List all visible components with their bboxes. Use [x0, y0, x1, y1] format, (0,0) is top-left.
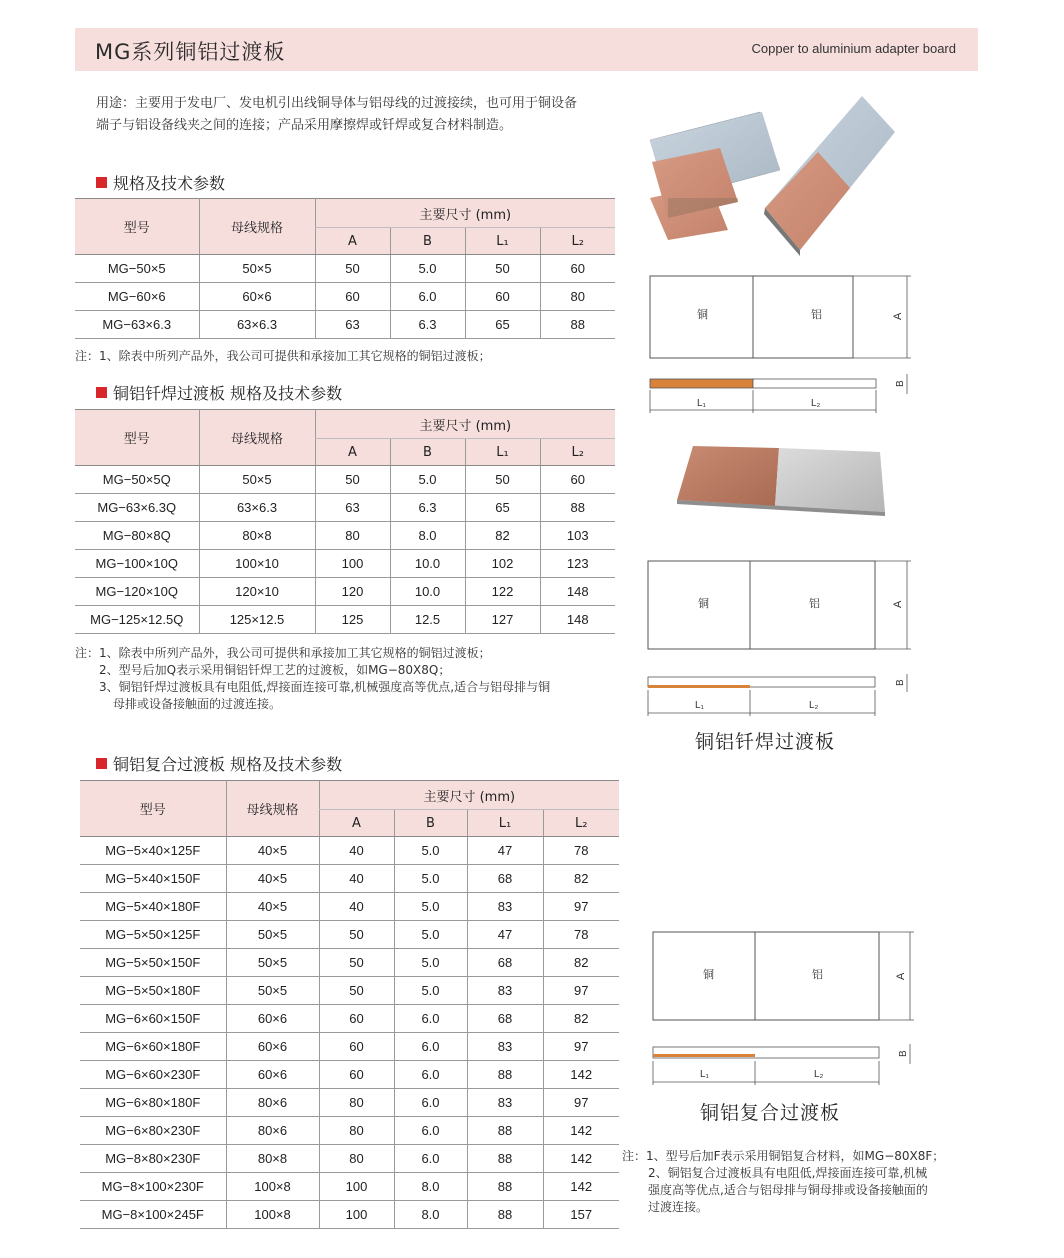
cell-A: 63	[315, 311, 390, 339]
cell-L2: 60	[540, 255, 615, 283]
header-busbar: 母线规格	[199, 410, 315, 466]
cell-A: 60	[319, 1005, 394, 1033]
dim-L2-label: L₂	[814, 1069, 824, 1080]
dim-B-label: B	[898, 1050, 909, 1057]
drawing-plate-outline	[648, 561, 875, 649]
cell-B: 8.0	[394, 1201, 467, 1229]
cell-busbar: 63×6.3	[199, 494, 315, 522]
caption-brazed: 铜铝钎焊过渡板	[695, 731, 836, 753]
drawing-plate-outline	[650, 276, 853, 358]
cell-busbar: 100×8	[226, 1201, 319, 1229]
header-L2: L₂	[540, 439, 615, 466]
dim-B-label: B	[895, 380, 906, 387]
section-marker-icon	[96, 758, 107, 769]
table-row	[75, 311, 615, 339]
cell-model: MG−6×60×230F	[80, 1061, 226, 1089]
cell-A: 100	[319, 1201, 394, 1229]
intro-line-2: 端子与铝设备线夹之间的连接；产品采用摩擦焊或钎焊或复合材料制造。	[96, 118, 513, 133]
spec-table-3	[80, 780, 619, 1229]
cell-L1: 60	[465, 283, 540, 311]
cell-B: 5.0	[394, 921, 467, 949]
product-photo-brazed	[675, 440, 890, 520]
drawing-friction-welded	[645, 270, 915, 420]
cell-A: 125	[315, 606, 390, 634]
page-title-english: Copper to aluminium adapter board	[751, 41, 956, 56]
cell-L2: 88	[540, 494, 615, 522]
cell-A: 40	[319, 837, 394, 865]
cell-busbar: 60×6	[199, 283, 315, 311]
cell-L1: 47	[467, 837, 543, 865]
cell-L2: 142	[543, 1173, 619, 1201]
cell-L2: 142	[543, 1061, 619, 1089]
cell-L2: 148	[540, 578, 615, 606]
cell-A: 100	[319, 1173, 394, 1201]
label-copper: 铜	[697, 309, 708, 321]
section2-note-2: 2、型号后加Q表示采用铜铝钎焊工艺的过渡板，如MG−80X8Q；	[99, 663, 451, 677]
table-row	[75, 283, 615, 311]
header-A: A	[315, 228, 390, 255]
cell-A: 50	[315, 255, 390, 283]
section1-note: 注：1、除表中所列产品外，我公司可提供和承接加工其它规格的铜铝过渡板；	[75, 349, 491, 363]
header-B: B	[390, 439, 465, 466]
header-model: 型号	[75, 199, 199, 255]
header-L1: L₁	[465, 439, 540, 466]
side-view-copper	[650, 379, 753, 388]
section3-note-2: 2、铜铝复合过渡板具有电阻低,焊接面连接可靠,机械	[648, 1166, 928, 1180]
cell-B: 6.0	[394, 1145, 467, 1173]
cell-A: 80	[319, 1145, 394, 1173]
cell-model: MG−5×50×180F	[80, 977, 226, 1005]
section2-notes	[75, 645, 550, 713]
table-row	[80, 1145, 619, 1173]
cell-B: 6.0	[394, 1033, 467, 1061]
cell-model: MG−120×10Q	[75, 578, 199, 606]
cell-model: MG−100×10Q	[75, 550, 199, 578]
header-L2: L₂	[543, 810, 619, 837]
cell-busbar: 40×5	[226, 837, 319, 865]
cell-B: 12.5	[390, 606, 465, 634]
drawing-plate-outline	[653, 932, 879, 1020]
cell-busbar: 80×8	[226, 1145, 319, 1173]
cell-model: MG−50×5Q	[75, 466, 199, 494]
cell-model: MG−8×100×245F	[80, 1201, 226, 1229]
dim-L2-label: L₂	[809, 700, 819, 711]
cell-L1: 50	[465, 255, 540, 283]
table-row	[80, 1201, 619, 1229]
cell-L1: 88	[467, 1061, 543, 1089]
cell-L1: 82	[465, 522, 540, 550]
section3-note-3: 强度高等优点,适合与铝母排与铜母排或设备接触面的	[648, 1183, 928, 1197]
cell-L1: 88	[467, 1201, 543, 1229]
cell-model: MG−5×40×150F	[80, 865, 226, 893]
table-row	[80, 1005, 619, 1033]
cell-B: 6.0	[394, 1089, 467, 1117]
label-aluminium: 铝	[812, 969, 823, 981]
cell-model: MG−6×60×150F	[80, 1005, 226, 1033]
table-row	[80, 1117, 619, 1145]
cell-L1: 83	[467, 893, 543, 921]
cell-L2: 148	[540, 606, 615, 634]
section1-title-text: 规格及技术参数	[113, 174, 226, 193]
cell-A: 50	[319, 921, 394, 949]
cell-B: 5.0	[394, 949, 467, 977]
cell-busbar: 50×5	[199, 466, 315, 494]
section2-note-4: 母排或设备接触面的过渡连接。	[113, 697, 282, 711]
label-aluminium: 铝	[809, 598, 820, 610]
cell-busbar: 120×10	[199, 578, 315, 606]
section3-note-1: 注：1、型号后加F表示采用铜铝复合材料，如MG−80X8F；	[622, 1149, 945, 1163]
cell-busbar: 100×8	[226, 1173, 319, 1201]
cell-busbar: 50×5	[226, 977, 319, 1005]
cell-L2: 82	[543, 949, 619, 977]
dim-A-label: A	[895, 972, 907, 980]
cell-L2: 60	[540, 466, 615, 494]
table-row	[80, 949, 619, 977]
table-row	[75, 578, 615, 606]
cell-busbar: 60×6	[226, 1033, 319, 1061]
cell-A: 40	[319, 893, 394, 921]
cell-L1: 47	[467, 921, 543, 949]
cell-busbar: 60×6	[226, 1005, 319, 1033]
table-row	[80, 837, 619, 865]
cell-A: 80	[319, 1089, 394, 1117]
cell-L1: 127	[465, 606, 540, 634]
table-row	[75, 550, 615, 578]
cell-model: MG−125×12.5Q	[75, 606, 199, 634]
section3-title	[96, 752, 342, 775]
cell-L2: 88	[540, 311, 615, 339]
cell-L1: 122	[465, 578, 540, 606]
cell-L1: 88	[467, 1145, 543, 1173]
cell-L1: 83	[467, 977, 543, 1005]
cell-A: 80	[319, 1117, 394, 1145]
cell-L1: 65	[465, 494, 540, 522]
header-model: 型号	[80, 781, 226, 837]
page-title: MG系列铜铝过渡板	[95, 40, 286, 64]
cell-busbar: 40×5	[226, 865, 319, 893]
dim-L2-label: L₂	[811, 398, 821, 409]
label-aluminium: 铝	[811, 309, 822, 321]
header-busbar: 母线规格	[199, 199, 315, 255]
cell-L2: 97	[543, 1033, 619, 1061]
header-dims: 主要尺寸 (mm)	[315, 199, 615, 228]
section2-title	[96, 381, 342, 404]
cell-busbar: 40×5	[226, 893, 319, 921]
section2-note-1: 注：1、除表中所列产品外，我公司可提供和承接加工其它规格的铜铝过渡板；	[75, 646, 491, 660]
cell-L2: 157	[543, 1201, 619, 1229]
header-model: 型号	[75, 410, 199, 466]
side-view-copper-strip	[653, 1054, 755, 1057]
cell-model: MG−6×60×180F	[80, 1033, 226, 1061]
label-copper: 铜	[703, 969, 714, 981]
cell-A: 60	[319, 1033, 394, 1061]
header-L1: L₁	[465, 228, 540, 255]
product-photo-friction-welded	[640, 90, 910, 270]
table-row	[80, 921, 619, 949]
section-marker-icon	[96, 387, 107, 398]
cell-L2: 103	[540, 522, 615, 550]
cell-busbar: 50×5	[199, 255, 315, 283]
cell-model: MG−8×80×230F	[80, 1145, 226, 1173]
cell-L2: 142	[543, 1117, 619, 1145]
cell-L2: 97	[543, 893, 619, 921]
section3-note-4: 过渡连接。	[648, 1200, 709, 1214]
table-row	[80, 1173, 619, 1201]
table-row	[80, 865, 619, 893]
cell-B: 6.0	[390, 283, 465, 311]
cell-model: MG−60×6	[75, 283, 199, 311]
cell-B: 8.0	[394, 1173, 467, 1201]
cell-L1: 65	[465, 311, 540, 339]
intro-text	[96, 93, 577, 137]
section-marker-icon	[96, 177, 107, 188]
cell-A: 60	[319, 1061, 394, 1089]
cell-busbar: 125×12.5	[199, 606, 315, 634]
cell-model: MG−50×5	[75, 255, 199, 283]
cell-L2: 142	[543, 1145, 619, 1173]
cell-busbar: 80×8	[199, 522, 315, 550]
header-B: B	[394, 810, 467, 837]
cell-L2: 82	[543, 1005, 619, 1033]
brazed-aluminium-face	[775, 448, 885, 512]
dim-L1-label: L₁	[697, 398, 706, 409]
section1-title	[96, 171, 225, 194]
cell-B: 6.3	[390, 311, 465, 339]
cell-model: MG−6×80×180F	[80, 1089, 226, 1117]
cell-B: 10.0	[390, 578, 465, 606]
cell-model: MG−63×6.3	[75, 311, 199, 339]
cell-L1: 83	[467, 1033, 543, 1061]
cell-L2: 97	[543, 977, 619, 1005]
cell-B: 6.3	[390, 494, 465, 522]
cell-A: 100	[315, 550, 390, 578]
header-L1: L₁	[467, 810, 543, 837]
caption-composite: 铜铝复合过渡板	[700, 1102, 841, 1124]
cell-model: MG−5×40×125F	[80, 837, 226, 865]
cell-model: MG−80×8Q	[75, 522, 199, 550]
table-row	[75, 606, 615, 634]
side-view-aluminium	[753, 379, 876, 388]
cell-model: MG−5×50×125F	[80, 921, 226, 949]
cell-busbar: 60×6	[226, 1061, 319, 1089]
dim-L1-label: L₁	[695, 700, 704, 711]
cell-L2: 78	[543, 921, 619, 949]
cell-A: 50	[319, 977, 394, 1005]
brazed-copper-face	[677, 446, 779, 506]
header-busbar: 母线规格	[226, 781, 319, 837]
cell-A: 120	[315, 578, 390, 606]
cell-L1: 68	[467, 949, 543, 977]
cell-L1: 68	[467, 865, 543, 893]
section3-title-text: 铜铝复合过渡板 规格及技术参数	[113, 755, 343, 774]
cell-L2: 80	[540, 283, 615, 311]
header-B: B	[390, 228, 465, 255]
cell-B: 6.0	[394, 1061, 467, 1089]
cell-B: 8.0	[390, 522, 465, 550]
cell-A: 40	[319, 865, 394, 893]
cell-model: MG−5×40×180F	[80, 893, 226, 921]
cell-L1: 88	[467, 1173, 543, 1201]
dim-A-label: A	[892, 600, 904, 608]
cell-A: 50	[319, 949, 394, 977]
cell-L1: 102	[465, 550, 540, 578]
cell-L2: 82	[543, 865, 619, 893]
cell-L1: 68	[467, 1005, 543, 1033]
dim-B-label: B	[895, 679, 906, 686]
table-row	[75, 522, 615, 550]
cell-A: 60	[315, 283, 390, 311]
table-row	[75, 494, 615, 522]
section2-note-3: 3、铜铝钎焊过渡板具有电阻低,焊接面连接可靠,机械强度高等优点,适合与铝母排与铜	[99, 680, 551, 694]
cell-L1: 83	[467, 1089, 543, 1117]
table-row	[75, 466, 615, 494]
cell-A: 80	[315, 522, 390, 550]
drawing-composite	[650, 928, 920, 1088]
header-A: A	[315, 439, 390, 466]
table-row	[80, 1033, 619, 1061]
cell-busbar: 80×6	[226, 1117, 319, 1145]
table-row	[80, 1089, 619, 1117]
cell-B: 5.0	[394, 893, 467, 921]
spec-table-1	[75, 198, 615, 339]
cell-model: MG−6×80×230F	[80, 1117, 226, 1145]
cell-A: 50	[315, 466, 390, 494]
spec-table-2	[75, 409, 615, 634]
table-row	[80, 977, 619, 1005]
side-view-copper-strip	[648, 685, 750, 688]
cell-busbar: 80×6	[226, 1089, 319, 1117]
header-L2: L₂	[540, 228, 615, 255]
cell-busbar: 50×5	[226, 949, 319, 977]
cell-L1: 88	[467, 1117, 543, 1145]
cell-B: 5.0	[394, 837, 467, 865]
cell-L2: 123	[540, 550, 615, 578]
section3-notes	[622, 1148, 982, 1216]
header-dims: 主要尺寸 (mm)	[315, 410, 615, 439]
cell-A: 63	[315, 494, 390, 522]
header-band	[75, 28, 978, 71]
cell-B: 5.0	[394, 865, 467, 893]
header-dims: 主要尺寸 (mm)	[319, 781, 619, 810]
table-row	[80, 1061, 619, 1089]
dim-A-label: A	[892, 312, 904, 320]
section2-title-text: 铜铝钎焊过渡板 规格及技术参数	[113, 384, 343, 403]
label-copper: 铜	[698, 598, 709, 610]
cell-B: 6.0	[394, 1005, 467, 1033]
cell-B: 6.0	[394, 1117, 467, 1145]
cell-busbar: 100×10	[199, 550, 315, 578]
cell-model: MG−5×50×150F	[80, 949, 226, 977]
cell-model: MG−63×6.3Q	[75, 494, 199, 522]
cell-L1: 50	[465, 466, 540, 494]
cell-L2: 97	[543, 1089, 619, 1117]
cell-busbar: 63×6.3	[199, 311, 315, 339]
table-row	[75, 255, 615, 283]
drawing-brazed	[645, 556, 915, 721]
cell-L2: 78	[543, 837, 619, 865]
cell-B: 5.0	[390, 466, 465, 494]
header-A: A	[319, 810, 394, 837]
cell-model: MG−8×100×230F	[80, 1173, 226, 1201]
cell-busbar: 50×5	[226, 921, 319, 949]
intro-line-1: 用途：主要用于发电厂、发电机引出线铜导体与铝母线的过渡接续，也可用于铜设备	[96, 96, 578, 111]
cell-B: 5.0	[394, 977, 467, 1005]
table-row	[80, 893, 619, 921]
cell-B: 10.0	[390, 550, 465, 578]
cell-B: 5.0	[390, 255, 465, 283]
dim-L1-label: L₁	[700, 1069, 709, 1080]
